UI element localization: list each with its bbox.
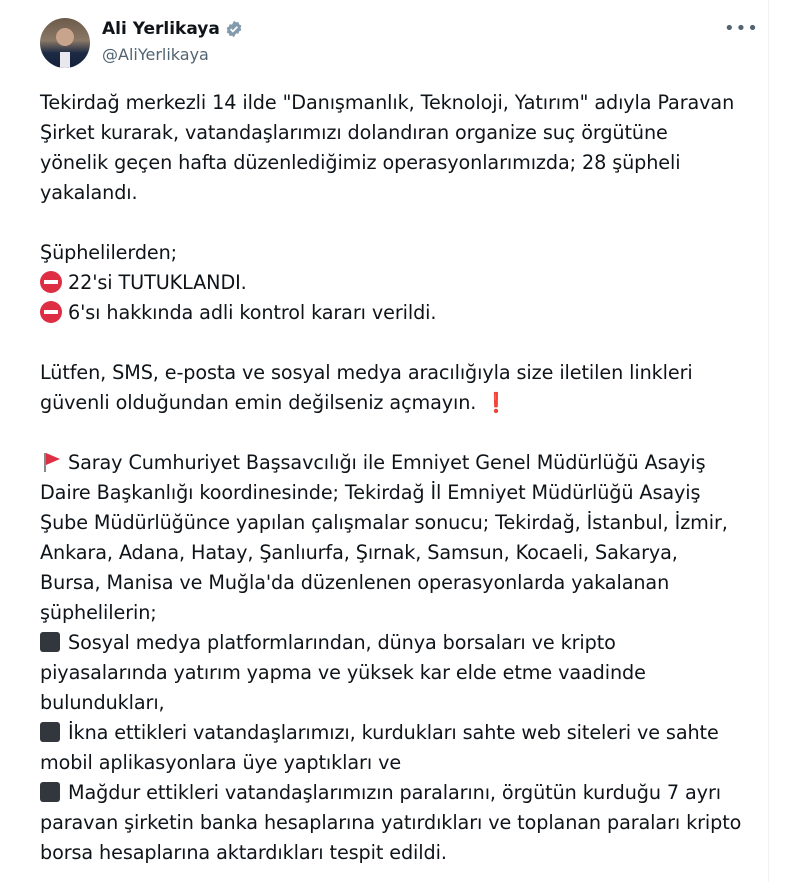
text-line: Lütfen, SMS, e-posta ve sosyal medya aracılığıyla size iletilen linkleri xyxy=(40,361,693,384)
author-handle[interactable]: @AliYerlikaya xyxy=(102,45,209,64)
verified-badge-icon xyxy=(225,20,243,38)
list-item: Mağdur ettikleri vatandaşlarımızın paralarını, örgütün kurduğu 7 ayrı xyxy=(40,778,770,808)
text-line: Daire Başkanlığı koordinesinde; Tekirdağ İl Emniyet Müdürlüğü Asayiş xyxy=(40,481,701,504)
text-line: Şube Müdürlüğünce yapılan çalışmalar sonucu; Tekirdağ, İstanbul, İzmir, xyxy=(40,511,728,534)
text-line: bulundukları, xyxy=(40,691,165,714)
text-line: piyasalarında yatırım yapma ve yüksek kar elde etme vaadinde xyxy=(40,661,646,684)
text-line: Ankara, Adana, Hatay, Şanlıurfa, Şırnak, Samsun, Kocaeli, Sakarya, xyxy=(40,541,678,564)
author-name[interactable]: Ali Yerlikaya xyxy=(102,19,243,39)
text-line: Bursa, Manisa ve Muğla'da düzenlenen operasyonlarda yakalanan xyxy=(40,571,670,594)
text-line: Tekirdağ merkezli 14 ilde "Danışmanlık, Teknoloji, Yatırım" adıyla Paravan xyxy=(40,91,735,114)
text-line: yakalandı. xyxy=(40,181,138,204)
text-line: mobil aplikasyonlara üye yaptıkları ve xyxy=(40,751,402,774)
text-line: Şirket kurarak, vatandaşlarımızı dolandıran organize suç örgütüne xyxy=(40,121,668,144)
text-line: Şüphelilerden; xyxy=(40,241,178,264)
text-line: Saray Cumhuriyet Başsavcılığı ile Emniyet Genel Müdürlüğü Asayiş xyxy=(40,448,770,478)
list-item: Sosyal medya platformlarından, dünya borsaları ve kripto xyxy=(40,628,770,658)
no-entry-icon xyxy=(40,301,62,323)
text-line: şüphelilerin; xyxy=(40,601,157,624)
text-line: borsa hesaplarına aktardıkları tespit edildi. xyxy=(40,841,447,864)
list-item: 22'si TUTUKLANDI. xyxy=(40,268,770,298)
text-line: güvenli olduğundan emin değilseniz açmayın. ❗ xyxy=(40,391,509,414)
text-line: paravan şirketin banka hesaplarına yatırdıkları ve toplanan paraları kripto xyxy=(40,811,742,834)
list-item: 6'sı hakkında adli kontrol kararı verildi. xyxy=(40,298,770,328)
text-line: yönelik geçen hafta düzenlediğimiz operasyonlarımızda; 28 şüpheli xyxy=(40,151,681,174)
avatar[interactable] xyxy=(40,18,90,68)
red-flag-icon xyxy=(40,451,62,473)
list-item: İkna ettikleri vatandaşlarımızı, kurdukları sahte web siteleri ve sahte xyxy=(40,718,770,748)
more-horizontal-icon[interactable]: ••• xyxy=(724,18,759,39)
black-square-icon xyxy=(40,632,60,652)
exclamation-icon: ❗ xyxy=(484,391,509,414)
tweet-text xyxy=(40,88,770,868)
black-square-icon xyxy=(40,722,60,742)
no-entry-icon xyxy=(40,271,62,293)
black-square-icon xyxy=(40,782,60,802)
